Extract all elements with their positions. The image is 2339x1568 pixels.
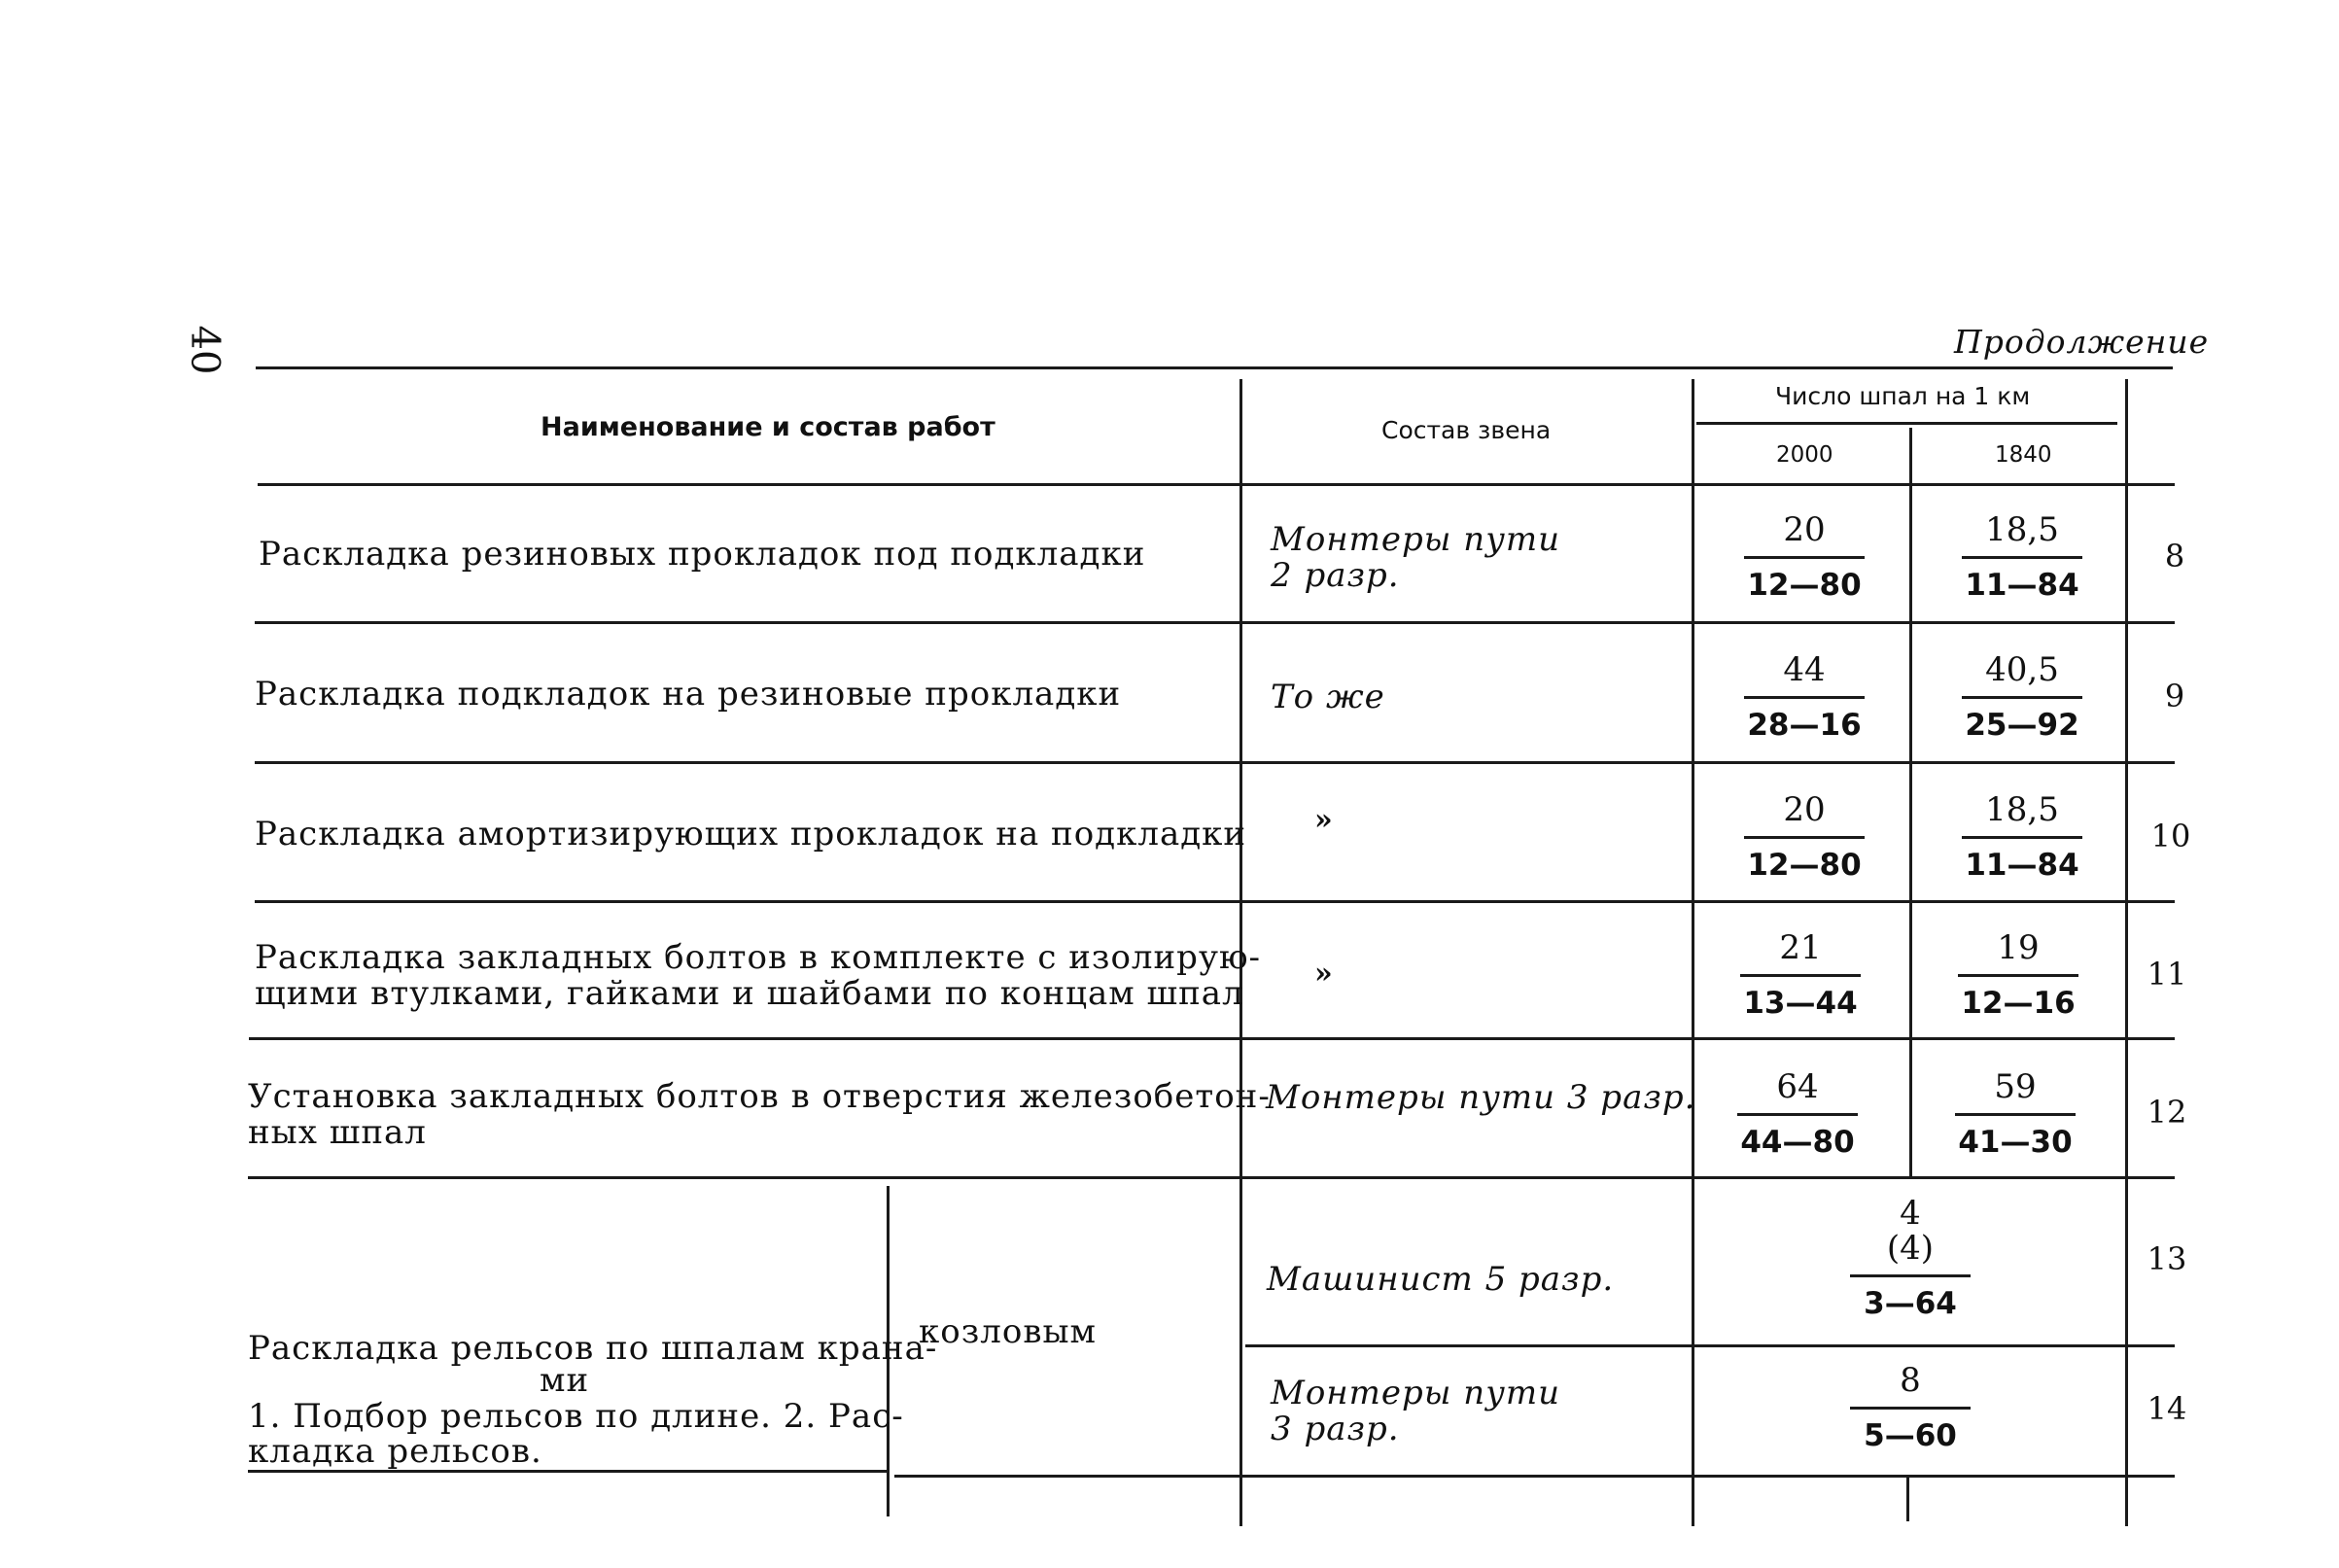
fraction-2000	[1736, 507, 1872, 608]
sleeper-count: 8	[1900, 1361, 1921, 1400]
header-work-name: Наименование и состав работ	[541, 412, 995, 442]
crew-composition: 2 разр.	[1271, 556, 1400, 595]
rule-top	[256, 366, 2173, 369]
price: 41—30	[1958, 1125, 2073, 1160]
row-number: 8	[2164, 538, 2185, 575]
col-rule-1840	[1909, 428, 1912, 1176]
rule-row3	[255, 900, 2175, 903]
sleeper-count: 20	[1783, 510, 1826, 549]
fraction-bar	[1744, 696, 1865, 699]
col-rule-2000	[1692, 379, 1694, 1526]
row-number: 11	[2147, 956, 2187, 993]
price: 12—16	[1961, 986, 2076, 1021]
sleeper-count: 18,5	[1985, 790, 2059, 829]
work-name: Раскладка резиновых прокладок под подкладки	[259, 535, 1146, 574]
sleeper-count: 44	[1783, 650, 1826, 689]
sleeper-count: 64	[1776, 1067, 1819, 1106]
fraction-2000	[1732, 925, 1868, 1026]
rule-header-sub	[1696, 422, 2117, 425]
fraction-1840	[1950, 925, 2086, 1026]
work-name: щими втулками, гайками и шайбами по концам шпал	[255, 974, 1244, 1013]
header-col-1840: 1840	[1995, 442, 2052, 468]
header-crew: Состав звена	[1381, 416, 1552, 444]
sleeper-count: 18,5	[1985, 510, 2059, 549]
row-number: 13	[2147, 1240, 2187, 1277]
sleeper-count: 19	[1997, 928, 2040, 967]
price: 5—60	[1864, 1418, 1957, 1453]
fraction-2000	[1736, 787, 1872, 888]
crane-type: козловым	[919, 1312, 1097, 1351]
work-name: Раскладка амортизирующих прокладок на подкладки	[255, 815, 1247, 854]
price: 44—80	[1740, 1125, 1855, 1160]
fraction-bar	[1850, 1407, 1971, 1410]
header-sleepers-per-km: Число шпал на 1 км	[1775, 382, 2031, 410]
continuation-label: Продолжение	[1954, 323, 2210, 361]
fraction-bar	[1962, 836, 2082, 839]
rule-bottom	[894, 1475, 2175, 1478]
row-number: 10	[2150, 818, 2191, 854]
sleeper-count: 20	[1783, 790, 1826, 829]
fraction-bar	[1744, 836, 1865, 839]
sleeper-count: 59	[1994, 1067, 2037, 1106]
fraction-combined	[1842, 1358, 1978, 1458]
col-rule-1840-bottom	[1906, 1478, 1909, 1521]
crew-composition: То же	[1271, 678, 1385, 716]
fraction-1840	[1947, 1064, 2083, 1165]
col-rule-num	[2125, 379, 2128, 1526]
fraction-2000	[1729, 1064, 1866, 1165]
work-name: кладка рельсов.	[248, 1432, 542, 1471]
ditto-mark: »	[1314, 957, 1333, 991]
rule-header-bottom	[258, 483, 2175, 486]
fraction-bar	[1962, 696, 2082, 699]
fraction-1840	[1954, 647, 2090, 748]
sleeper-count: 40,5	[1985, 650, 2059, 689]
header-col-2000: 2000	[1776, 442, 1833, 468]
fraction-combined	[1842, 1191, 1978, 1326]
work-name: ми	[540, 1361, 590, 1400]
fraction-bar	[1955, 1113, 2076, 1116]
work-name: Раскладка подкладок на резиновые прокладки	[255, 675, 1122, 714]
rule-row5	[248, 1176, 2175, 1179]
price: 28—16	[1747, 708, 1862, 743]
fraction-bar	[1958, 974, 2078, 977]
price: 11—84	[1965, 848, 2079, 883]
fraction-bar	[1962, 556, 2082, 559]
work-name: Установка закладных болтов в отверстия железобетон-	[248, 1077, 1271, 1116]
sleeper-count-parenthetical: (4)	[1886, 1229, 1935, 1268]
crew-composition: Монтеры пути	[1271, 520, 1561, 559]
crew-composition: Монтеры пути	[1271, 1374, 1561, 1412]
work-name: Раскладка закладных болтов в комплекте с изолирую-	[255, 938, 1262, 977]
work-name: 1. Подбор рельсов по длине. 2. Рас-	[248, 1397, 904, 1436]
price: 13—44	[1743, 986, 1858, 1021]
fraction-bar	[1850, 1274, 1971, 1277]
price: 12—80	[1747, 568, 1862, 603]
rule-row2	[255, 761, 2175, 764]
price: 11—84	[1965, 568, 2079, 603]
price: 25—92	[1965, 708, 2079, 743]
price: 12—80	[1747, 848, 1862, 883]
rule-row1	[255, 621, 2175, 624]
crew-composition: 3 разр.	[1271, 1410, 1400, 1448]
sleeper-count: 4	[1900, 1194, 1921, 1233]
fraction-bar	[1740, 974, 1861, 977]
work-name: ных шпал	[248, 1113, 427, 1152]
crew-composition: Монтеры пути 3 разр.	[1266, 1078, 1696, 1117]
sleeper-count: 21	[1779, 928, 1822, 967]
row-number: 14	[2147, 1390, 2187, 1427]
rule-row4	[249, 1037, 2175, 1040]
page-number: 40	[182, 325, 227, 375]
price: 3—64	[1864, 1286, 1957, 1321]
crew-composition: Машинист 5 разр.	[1267, 1260, 1615, 1299]
fraction-1840	[1954, 507, 2090, 608]
fraction-2000	[1736, 647, 1872, 748]
ditto-mark: »	[1314, 803, 1333, 837]
row-number: 9	[2164, 678, 2185, 714]
fraction-1840	[1954, 787, 2090, 888]
row-number: 12	[2147, 1094, 2187, 1131]
fraction-bar	[1744, 556, 1865, 559]
rule-row13	[1245, 1344, 2175, 1347]
work-name: Раскладка рельсов по шпалам крана-	[248, 1329, 938, 1368]
fraction-bar	[1737, 1113, 1858, 1116]
